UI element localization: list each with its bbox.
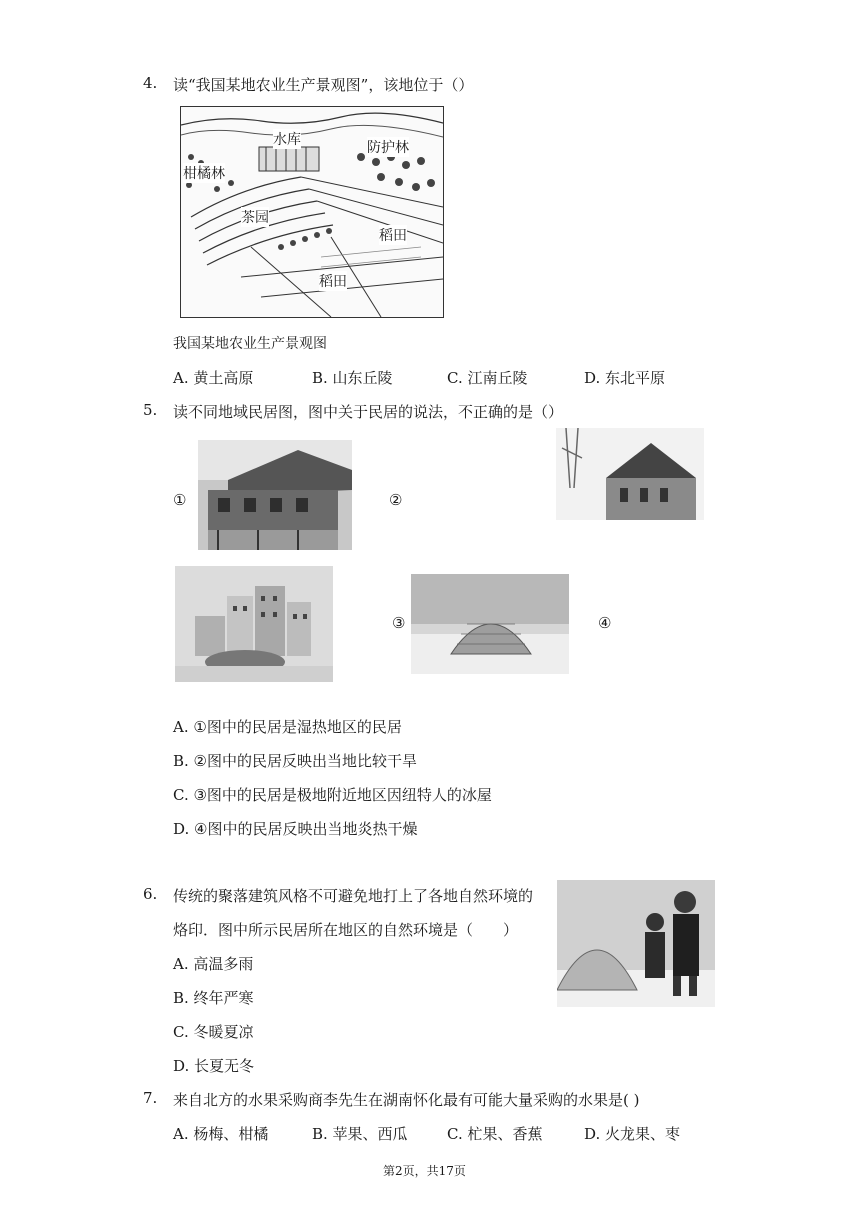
q5-question-text: 读不同地域民居图，图中关于民居的说法，不正确的是（） [173,403,564,421]
q6-question-line2: 烙印．图中所示民居所在地区的自然环境是（ ） [173,921,519,939]
q5-option-b: B. ②图中的民居反映出当地比较干旱 [173,752,418,770]
marker-3: ③ [392,614,406,632]
stone-church-photo [556,428,704,528]
igloo-photo [411,574,569,674]
label-reservoir: 水库 [273,129,301,149]
q7-option-d: D. 火龙果、枣 [584,1125,681,1143]
q7-question-text: 来自北方的水果采购商李先生在湖南怀化最有可能大量采购的水果是( ) [173,1091,640,1109]
marker-1: ① [173,491,187,509]
label-orange-grove: 柑橘林 [183,163,225,183]
q4-figure-caption: 我国某地农业生产景观图 [173,336,327,352]
page-footer: 第2页，共17页 [383,1164,466,1178]
q5-option-c: C. ③图中的民居是极地附近地区因纽特人的冰屋 [173,786,492,804]
marker-2: ② [389,491,403,509]
q7-option-c: C. 杧果、香蕉 [447,1125,543,1143]
q5-option-d: D. ④图中的民居反映出当地炎热干燥 [173,820,418,838]
q4-option-b: B. 山东丘陵 [312,369,393,387]
q5-option-a: A. ①图中的民居是湿热地区的民居 [173,718,402,736]
q4-option-d: D. 东北平原 [584,369,666,387]
marker-4: ④ [598,614,612,632]
igloo-children-photo [557,880,715,1007]
q7-number: 7. [143,1089,158,1107]
desert-town-photo [175,566,333,682]
stilt-house-photo [198,440,352,550]
label-paddy-lower: 稻田 [319,271,347,291]
q6-option-b: B. 终年严寒 [173,989,254,1007]
q4-landscape-figure [180,106,444,318]
q4-question-text: 读“我国某地农业生产景观图”，该地位于（） [173,76,474,94]
q4-option-a: A. 黄土高原 [173,369,254,387]
label-shelterbelt: 防护林 [367,137,409,157]
q7-option-a: A. 杨梅、柑橘 [173,1125,269,1143]
label-paddy-upper: 稻田 [379,225,407,245]
q6-option-a: A. 高温多雨 [173,955,254,973]
q5-number: 5. [143,401,158,419]
q6-option-d: D. 长夏无冬 [173,1057,255,1075]
q7-option-b: B. 苹果、西瓜 [312,1125,408,1143]
q6-question-line1: 传统的聚落建筑风格不可避免地打上了各地自然环境的 [173,887,534,905]
label-tea-garden: 茶园 [241,207,269,227]
q4-option-c: C. 江南丘陵 [447,369,528,387]
q4-number: 4. [143,74,158,92]
q6-option-c: C. 冬暖夏凉 [173,1023,254,1041]
q6-number: 6. [143,885,158,903]
